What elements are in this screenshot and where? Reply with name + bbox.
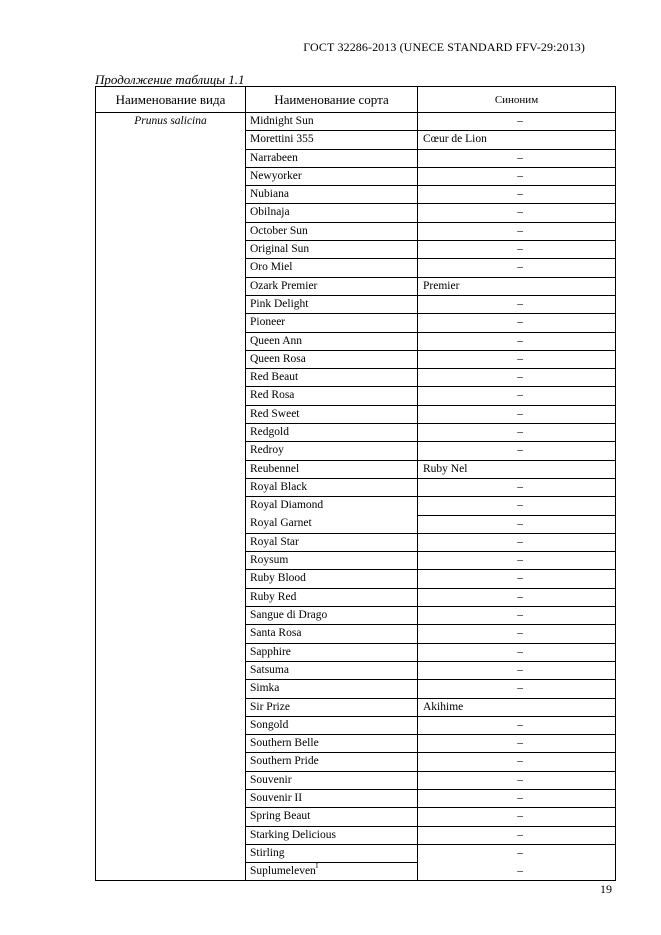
synonym-cell: – <box>418 533 616 551</box>
cultivar-name: Ruby Red <box>250 590 297 603</box>
cultivar-cell <box>246 149 418 167</box>
synonym-cell: – <box>418 186 616 204</box>
cultivar-name: Souvenir <box>250 773 292 786</box>
cultivar-cell <box>246 661 418 679</box>
synonym-cell: – <box>418 771 616 789</box>
cultivar-name: Redroy <box>250 444 284 457</box>
cultivar-name: Stirling <box>250 846 285 859</box>
column-header-synonym: Синоним <box>418 87 616 113</box>
cultivar-cell <box>246 131 418 149</box>
cultivar-name: Suplumeleven <box>250 865 316 878</box>
species-cell: Prunus salicina <box>96 113 246 881</box>
synonym-cell: – <box>418 204 616 222</box>
table-header-row <box>96 87 616 113</box>
cultivar-cell <box>246 552 418 570</box>
synonym-cell: – <box>418 295 616 313</box>
cultivar-name: Simka <box>250 682 280 695</box>
cultivar-name: Redgold <box>250 426 289 439</box>
cultivar-name: Royal Black <box>250 480 308 493</box>
cultivar-cell <box>246 222 418 240</box>
cultivar-name: Original Sun <box>250 243 310 256</box>
cultivar-name: Oro Miel <box>250 261 293 274</box>
document-header: ГОСТ 32286-2013 (UNECE STANDARD FFV-29:2013) <box>303 40 585 54</box>
synonym-cell: – <box>418 424 616 442</box>
cultivar-name: Songold <box>250 718 289 731</box>
cultivar-name: Pink Delight <box>250 297 309 310</box>
synonym-cell: – <box>418 753 616 771</box>
cultivar-cell <box>246 387 418 405</box>
cultivar-cell <box>246 716 418 734</box>
synonym-cell: Cœur de Lion <box>418 131 616 149</box>
synonym-cell: – <box>418 387 616 405</box>
cultivar-cell <box>246 497 418 515</box>
cultivar-name: Souvenir II <box>250 791 303 804</box>
footnote-marker: I <box>315 862 319 871</box>
synonym-cell: – <box>418 405 616 423</box>
cultivar-name: Santa Rosa <box>250 627 302 640</box>
synonym-cell: – <box>418 497 616 515</box>
synonym-cell: – <box>418 570 616 588</box>
synonym-cell: – <box>418 735 616 753</box>
cultivar-cell <box>246 844 418 862</box>
cultivar-cell <box>246 643 418 661</box>
cultivar-name: Southern Belle <box>250 737 319 750</box>
synonym-cell: – <box>418 442 616 460</box>
cultivar-name: Sir Prize <box>250 700 290 713</box>
cultivar-cell <box>246 826 418 844</box>
column-header-cultivar: Наименование сорта <box>246 87 418 113</box>
synonym-cell: – <box>418 369 616 387</box>
synonym-cell: Premier <box>418 277 616 295</box>
cultivar-cell <box>246 442 418 460</box>
synonym-cell: – <box>418 844 616 862</box>
cultivar-name: Spring Beaut <box>250 810 311 823</box>
cultivar-cell <box>246 680 418 698</box>
cultivar-cell <box>246 460 418 478</box>
table-row <box>96 113 616 131</box>
synonym-cell: – <box>418 332 616 350</box>
synonym-cell: – <box>418 552 616 570</box>
synonym-cell: – <box>418 241 616 259</box>
synonym-cell: – <box>418 680 616 698</box>
cultivar-cell <box>246 259 418 277</box>
cultivar-cell <box>246 405 418 423</box>
cultivar-cell <box>246 295 418 313</box>
cultivar-cell <box>246 424 418 442</box>
cultivar-cell <box>246 808 418 826</box>
cultivar-cell <box>246 167 418 185</box>
cultivar-name: October Sun <box>250 224 308 237</box>
synonym-cell: – <box>418 625 616 643</box>
cultivar-name: Pioneer <box>250 316 286 329</box>
cultivar-cell <box>246 186 418 204</box>
cultivar-name: Southern Pride <box>250 755 319 768</box>
cultivar-name: Roysum <box>250 554 289 567</box>
synonym-cell: – <box>418 588 616 606</box>
synonym-cell: Ruby Nel <box>418 460 616 478</box>
cultivar-cell <box>246 332 418 350</box>
cultivar-name: Royal Star <box>250 535 299 548</box>
cultivar-name: Ozark Premier <box>250 279 318 292</box>
cultivar-name: Obilnaja <box>250 206 290 219</box>
synonym-cell: – <box>418 113 616 131</box>
synonym-cell: – <box>418 515 616 533</box>
cultivar-name: Morettini 355 <box>250 133 314 146</box>
cultivar-cell <box>246 771 418 789</box>
cultivar-cell <box>246 478 418 496</box>
column-header-species: Наименование вида <box>96 87 246 113</box>
synonym-cell: – <box>418 314 616 332</box>
synonym-cell: – <box>418 661 616 679</box>
cultivar-cell <box>246 113 418 131</box>
cultivar-cell <box>246 753 418 771</box>
cultivar-name: Royal Diamond <box>250 499 324 512</box>
cultivar-name: Reubennel <box>250 462 300 475</box>
cultivar-name: Narrabeen <box>250 151 298 164</box>
cultivar-cell <box>246 314 418 332</box>
cultivar-name: Satsuma <box>250 663 289 676</box>
cultivar-cell <box>246 369 418 387</box>
synonym-cell: – <box>418 167 616 185</box>
cultivar-cell <box>246 570 418 588</box>
cultivar-name: Starking Delicious <box>250 828 336 841</box>
synonym-cell: – <box>418 643 616 661</box>
synonym-cell: – <box>418 716 616 734</box>
synonym-cell: – <box>418 789 616 807</box>
cultivar-name: Red Sweet <box>250 407 300 420</box>
cultivar-name: Nubiana <box>250 188 289 201</box>
cultivar-name: Ruby Blood <box>250 572 306 585</box>
cultivar-cell <box>246 789 418 807</box>
cultivar-cell <box>246 588 418 606</box>
page-number: 19 <box>600 882 612 896</box>
synonym-cell: – <box>418 350 616 368</box>
cultivar-cell <box>246 350 418 368</box>
cultivar-table <box>95 86 616 881</box>
synonym-cell: – <box>418 259 616 277</box>
cultivar-name: Red Beaut <box>250 371 299 384</box>
synonym-cell: – <box>418 808 616 826</box>
cultivar-name: Midnight Sun <box>250 115 314 127</box>
cultivar-name: Red Rosa <box>250 389 295 402</box>
table-caption: Продолжение таблицы 1.1 <box>95 72 245 87</box>
cultivar-cell <box>246 204 418 222</box>
synonym-cell: – <box>418 607 616 625</box>
cultivar-name: Newyorker <box>250 169 302 182</box>
synonym-cell: – <box>418 863 616 881</box>
cultivar-cell <box>246 698 418 716</box>
synonym-cell: – <box>418 149 616 167</box>
synonym-cell: Akihime <box>418 698 616 716</box>
synonym-cell: – <box>418 222 616 240</box>
cultivar-name: Sapphire <box>250 645 291 658</box>
cultivar-name: Royal Garnet <box>250 517 312 530</box>
cultivar-name: Queen Ann <box>250 334 303 347</box>
cultivar-cell <box>246 515 418 533</box>
table-body <box>96 113 616 881</box>
cultivar-cell <box>246 533 418 551</box>
cultivar-cell <box>246 735 418 753</box>
synonym-cell: – <box>418 826 616 844</box>
cultivar-cell <box>246 241 418 259</box>
cultivar-cell <box>246 863 418 881</box>
synonym-cell: – <box>418 478 616 496</box>
cultivar-name: Queen Rosa <box>250 352 306 365</box>
cultivar-name: Sangue di Drago <box>250 609 328 622</box>
cultivar-cell <box>246 607 418 625</box>
cultivar-cell <box>246 277 418 295</box>
cultivar-cell <box>246 625 418 643</box>
